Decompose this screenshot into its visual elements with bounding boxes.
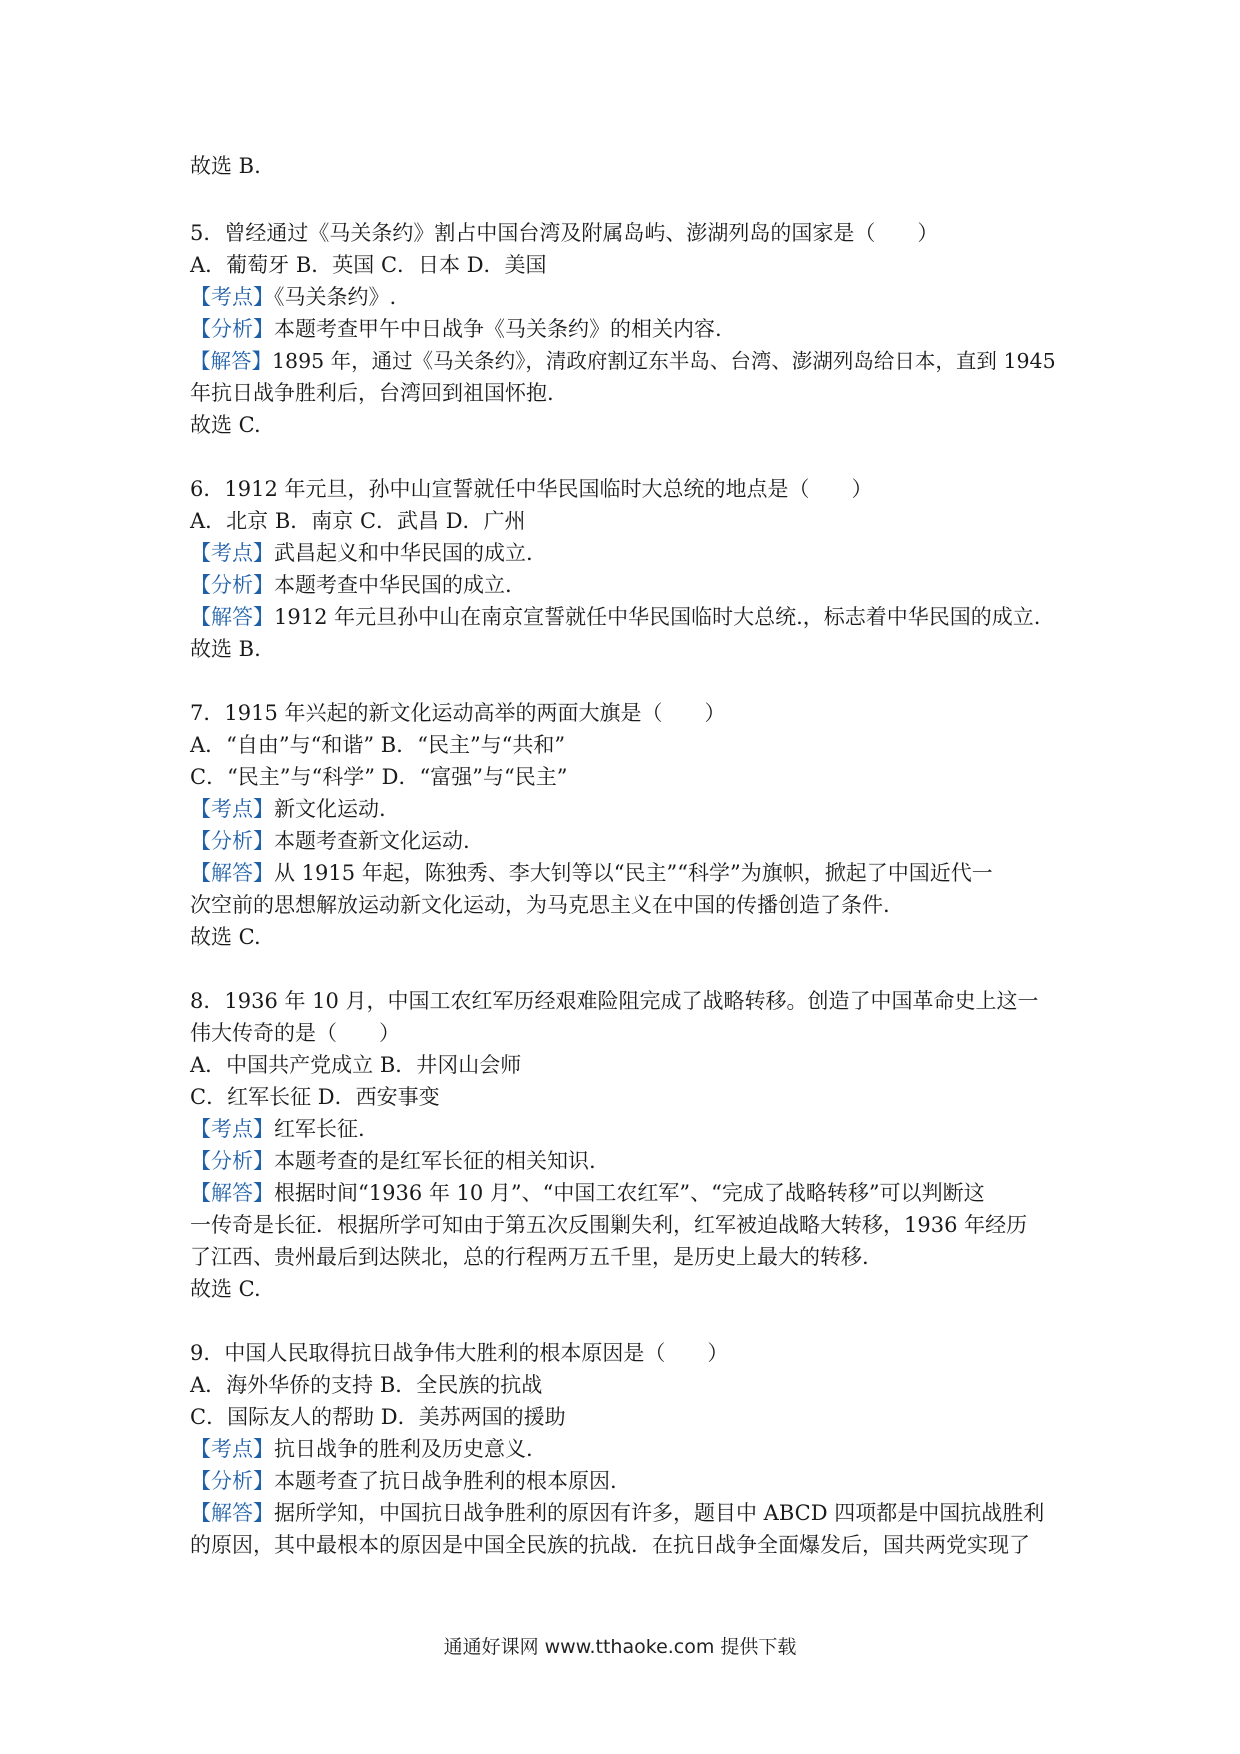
q6-answer: 故选 B. (190, 637, 261, 661)
question-9: 9．中国人民取得抗日战争伟大胜利的根本原因是（ ） (190, 1341, 729, 1365)
jieda-text: 1912 年元旦孙中山在南京宣誓就任中华民国临时大总统.，标志着中华民国的成立. (274, 605, 1041, 629)
q5-options: A．葡萄牙 B．英国 C．日本 D．美国 (190, 253, 547, 277)
q7-answer: 故选 C. (190, 925, 261, 949)
q7-jieda-cont: 次空前的思想解放运动新文化运动，为马克思主义在中国的传播创造了条件. (190, 893, 890, 917)
question-7: 7．1915 年兴起的新文化运动高举的两面大旗是（ ） (190, 701, 726, 725)
footer-credit: 通通好课网 www.tthaoke.com 提供下载 (443, 1636, 797, 1658)
kaodian-label: 【考点】 (190, 797, 274, 821)
question-8-cont: 伟大传奇的是（ ） (190, 1021, 400, 1045)
q6-jieda (190, 601, 1040, 634)
kaodian-label: 【考点】 (190, 285, 274, 309)
fenxi-text: 本题考查的是红军长征的相关知识. (274, 1149, 596, 1173)
q8-fenxi (190, 1145, 596, 1178)
q8-answer: 故选 C. (190, 1277, 261, 1301)
q7-options-1: A．“自由”与“和谐” B．“民主”与“共和” (190, 733, 566, 757)
q7-options-2: C．“民主”与“科学” D．“富强”与“民主” (190, 765, 568, 789)
fenxi-text: 本题考查了抗日战争胜利的根本原因. (274, 1469, 617, 1493)
jieda-text: 1895 年，通过《马关条约》，清政府割辽东半岛、台湾、澎湖列岛给日本，直到 1945 (272, 349, 1056, 373)
q6-fenxi (190, 569, 512, 602)
jieda-label: 【解答】 (190, 349, 272, 373)
jieda-text: 从 1915 年起，陈独秀、李大钊等以“民主”“科学”为旗帜，掀起了中国近代一 (274, 861, 993, 885)
jieda-label: 【解答】 (190, 1181, 274, 1205)
kaodian-text: 新文化运动. (274, 797, 386, 821)
kaodian-text: 红军长征. (274, 1117, 365, 1141)
q5-answer: 故选 C. (190, 413, 261, 437)
jieda-label: 【解答】 (190, 1501, 274, 1525)
question-5: 5．曾经通过《马关条约》割占中国台湾及附属岛屿、澎湖列岛的国家是（ ） (190, 221, 939, 245)
jieda-text: 根据时间“1936 年 10 月”、“中国工农红军”、“完成了战略转移”可以判断这 (274, 1181, 985, 1205)
q7-fenxi (190, 825, 470, 858)
q5-jieda-cont: 年抗日战争胜利后，台湾回到祖国怀抱. (190, 381, 554, 405)
q8-jieda (190, 1177, 985, 1210)
q8-kaodian (190, 1113, 365, 1146)
q5-jieda (190, 345, 1056, 378)
fenxi-label: 【分析】 (190, 573, 274, 597)
jieda-text: 据所学知，中国抗日战争胜利的原因有许多，题目中 ABCD 四项都是中国抗战胜利 (274, 1501, 1045, 1525)
jieda-label: 【解答】 (190, 861, 274, 885)
kaodian-text: 武昌起义和中华民国的成立. (274, 541, 533, 565)
q6-options: A．北京 B．南京 C．武昌 D．广州 (190, 509, 526, 533)
kaodian-text: 抗日战争的胜利及历史意义. (274, 1437, 533, 1461)
fenxi-text: 本题考查新文化运动. (274, 829, 470, 853)
fenxi-text: 本题考查中华民国的成立. (274, 573, 512, 597)
q9-fenxi (190, 1465, 617, 1498)
q5-fenxi (190, 313, 722, 346)
kaodian-label: 【考点】 (190, 1117, 274, 1141)
q8-options-1: A．中国共产党成立 B．井冈山会师 (190, 1053, 522, 1077)
fenxi-label: 【分析】 (190, 317, 274, 341)
q9-options-1: A．海外华侨的支持 B．全民族的抗战 (190, 1373, 543, 1397)
fenxi-label: 【分析】 (190, 1469, 274, 1493)
q9-kaodian (190, 1433, 533, 1466)
fenxi-label: 【分析】 (190, 829, 274, 853)
q8-jieda-cont-2: 了江西、贵州最后到达陕北，总的行程两万五千里，是历史上最大的转移. (190, 1245, 869, 1269)
kaodian-label: 【考点】 (190, 541, 274, 565)
jieda-label: 【解答】 (190, 605, 274, 629)
q8-jieda-cont-1: 一传奇是长征．根据所学可知由于第五次反围剿失利，红军被迫战略大转移，1936 年经历 (190, 1213, 1028, 1237)
q5-kaodian (190, 281, 396, 314)
q7-jieda (190, 857, 993, 890)
q8-options-2: C．红军长征 D．西安事变 (190, 1085, 440, 1109)
fenxi-text: 本题考查甲午中日战争《马关条约》的相关内容. (274, 317, 722, 341)
answer-line: 故选 B. (190, 154, 261, 178)
q9-jieda (190, 1497, 1044, 1530)
question-6: 6．1912 年元旦，孙中山宣誓就任中华民国临时大总统的地点是（ ） (190, 477, 873, 501)
q6-kaodian (190, 537, 533, 570)
q9-options-2: C．国际友人的帮助 D．美苏两国的援助 (190, 1405, 566, 1429)
fenxi-label: 【分析】 (190, 1149, 274, 1173)
q7-kaodian (190, 793, 386, 826)
question-8: 8．1936 年 10 月，中国工农红军历经艰难险阻完成了战略转移。创造了中国革命史上这一 (190, 989, 1039, 1013)
kaodian-text: 《马关条约》. (274, 285, 397, 309)
kaodian-label: 【考点】 (190, 1437, 274, 1461)
q9-jieda-cont: 的原因，其中最根本的原因是中国全民族的抗战．在抗日战争全面爆发后，国共两党实现了 (190, 1533, 1030, 1557)
